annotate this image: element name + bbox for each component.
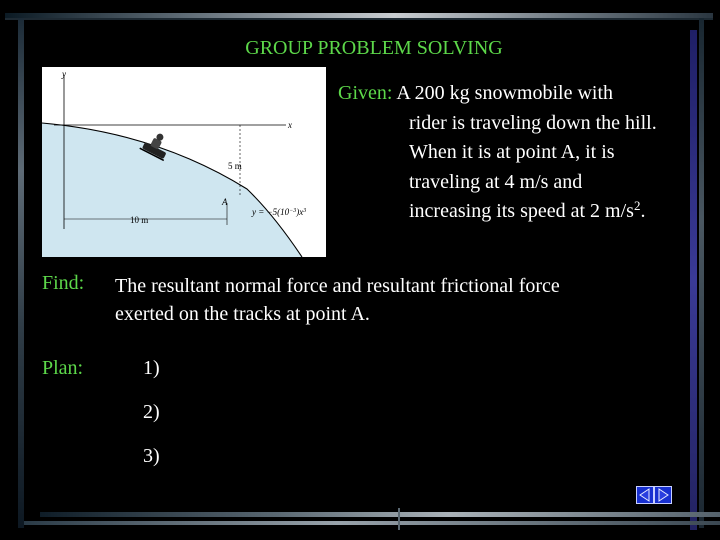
height-dimension-label: 5 m [228,161,242,171]
plan-step-1: 1) [143,357,160,379]
find-line-1: The resultant normal force and resultant frictional force [115,275,560,297]
bottom-frame-shadow [24,521,720,525]
plan-step-3: 3) [143,445,160,467]
hill-diagram [42,67,326,257]
y-axis-label: y [62,69,66,79]
width-dimension-label: 10 m [130,215,149,225]
bottom-frame-bar [40,512,720,517]
right-accent-bar [690,30,697,530]
snow-hill-shade [42,123,302,257]
right-frame-bar [699,18,704,528]
given-line-2: rider is traveling down the hill. [409,111,657,134]
point-a-label: A [222,197,228,207]
find-text [115,272,675,328]
plan-label: Plan: [42,357,84,379]
hill-figure [42,67,326,257]
find-line-2: exerted on the tracks at point A. [115,303,370,325]
given-line-5-period: . [640,200,646,222]
bottom-frame-tick [398,508,400,530]
slide-title: GROUP PROBLEM SOLVING [245,37,503,59]
find-label: Find: [42,272,85,294]
arrow-right-icon [655,487,671,503]
given-body [409,109,657,227]
previous-slide-button[interactable] [636,486,654,504]
given-label: Given: [338,82,393,104]
given-line-4: traveling at 4 m/s and [409,170,583,193]
top-frame-shadow [5,18,713,20]
arrow-left-icon [637,487,653,503]
next-slide-button[interactable] [654,486,672,504]
given-section [338,79,657,222]
curve-equation: $y = -5(10^{-3})x^3$ [252,207,307,217]
given-line-5-exponent: 2 [633,198,641,213]
given-line-1: A 200 kg snowmobile with [396,82,614,104]
given-line-5 [409,197,657,227]
left-frame-bar [18,18,24,528]
given-line-3: When it is at point A, it is [409,141,615,163]
given-line-5-text: increasing its speed at 2 m/s [409,200,634,222]
x-axis-label: x [288,120,292,130]
plan-step-2: 2) [143,401,160,423]
